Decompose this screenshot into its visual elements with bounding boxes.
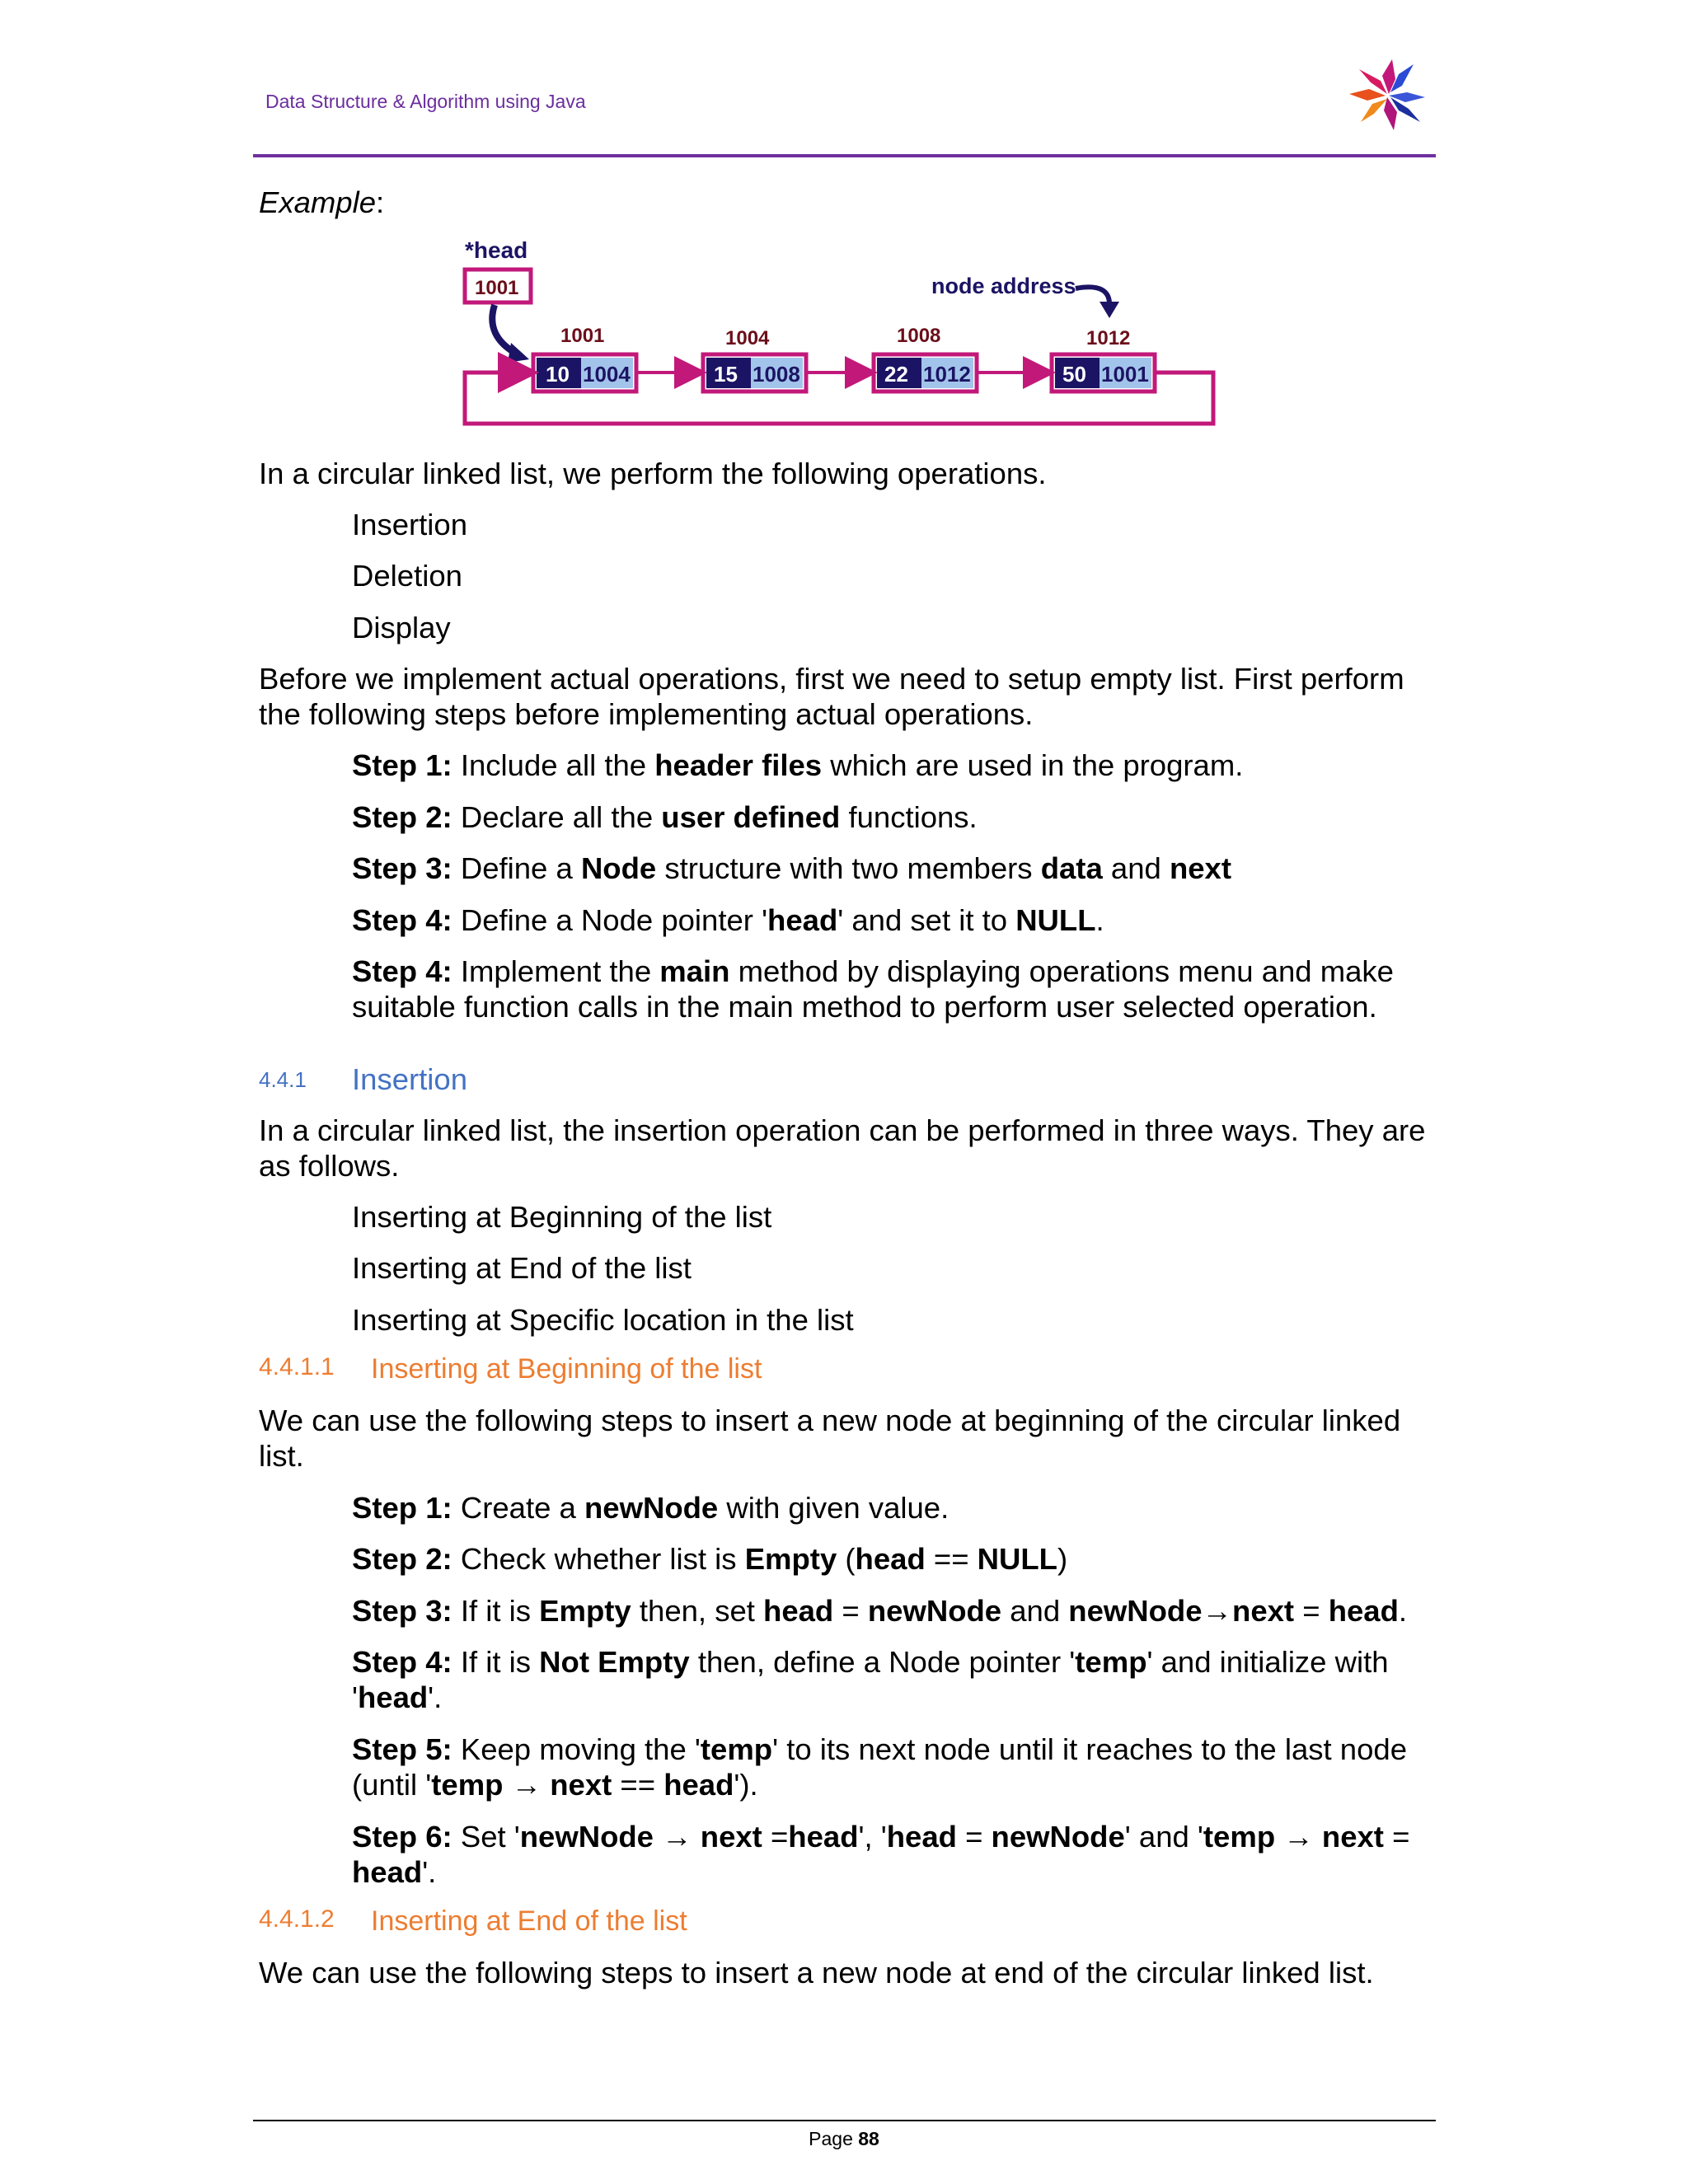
head-label: *head [465, 239, 528, 263]
insertion-way-item: Inserting at End of the list [352, 1251, 692, 1285]
section-heading-4-4-1-2 [259, 1905, 687, 1937]
insertion-way-item: Inserting at Beginning of the list [352, 1200, 772, 1234]
section-heading-4-4-1-1 [259, 1353, 762, 1385]
publisher-logo-icon [1339, 51, 1438, 137]
setup-step-4: Step 4: Define a Node pointer 'head' and set it to NULL. [352, 903, 1104, 937]
begin-insertion-text: We can use the following steps to insert a new node at beginning of the circular linked list. [259, 1404, 1401, 1473]
section-title: Inserting at End of the list [371, 1905, 687, 1937]
node-next: 1001 [1101, 362, 1149, 387]
head-value: 1001 [475, 277, 519, 299]
operation-item: Insertion [352, 508, 467, 541]
node-address: 1012 [1086, 327, 1131, 349]
footer-rule [253, 2120, 1436, 2121]
node-address-arrowhead [1100, 302, 1119, 318]
node-3 [874, 325, 977, 391]
begin-step-1: Step 1: Create a newNode with given value. [352, 1491, 950, 1525]
node-2 [703, 327, 806, 391]
node-next: 1004 [583, 362, 631, 387]
section-number: 4.4.1.2 [259, 1905, 335, 1933]
section-title: Inserting at Beginning of the list [371, 1353, 762, 1385]
intro-text: In a circular linked list, we perform the following operations. [259, 457, 1047, 490]
node-4 [1052, 327, 1155, 391]
node-data: 22 [884, 362, 908, 387]
section-number: 4.4.1 [259, 1067, 307, 1092]
begin-step-6: Step 6: Set 'newNode → next =head', 'head = newNode' and 'temp → next = head'. [352, 1820, 1410, 1889]
begin-step-2: Step 2: Check whether list is Empty (head == NULL) [352, 1542, 1068, 1576]
section-number: 4.4.1.1 [259, 1353, 335, 1380]
setup-step-3: Step 3: Define a Node structure with two members data and next [352, 851, 1232, 885]
circular-linked-list-diagram [462, 239, 1228, 437]
node-address: 1001 [560, 325, 605, 347]
node-data: 15 [714, 362, 738, 387]
operation-item: Deletion [352, 559, 462, 593]
node-next: 1008 [753, 362, 800, 387]
insertion-way-item: Inserting at Specific location in the list [352, 1303, 854, 1337]
node-address-label: node address [931, 274, 1076, 298]
node-address: 1004 [725, 327, 770, 349]
begin-step-4: Step 4: If it is Not Empty then, define a Node pointer 'temp' and initialize with 'head'. [352, 1645, 1389, 1714]
node-next: 1012 [923, 362, 971, 387]
node-data: 10 [546, 362, 570, 387]
node-address: 1008 [897, 325, 941, 347]
node-1 [533, 325, 636, 391]
setup-step-5: Step 4: Implement the main method by displaying operations menu and make suitable function calls in the main method to perform user selected operation. [352, 954, 1394, 1024]
page-number: Page 88 [809, 2128, 879, 2149]
section-heading-4-4-1 [259, 1062, 467, 1096]
header-rule [253, 154, 1436, 157]
node-data: 50 [1062, 362, 1086, 387]
begin-step-3: Step 3: If it is Empty then, set head = newNode and newNode→next = head. [352, 1594, 1408, 1628]
header-title: Data Structure & Algorithm using Java [265, 91, 586, 112]
head-pointer-arrowhead [508, 343, 529, 363]
begin-step-5: Step 5: Keep moving the 'temp' to its next node until it reaches to the last node (until 'temp → next == head'). [352, 1732, 1407, 1802]
end-insertion-text: We can use the following steps to insert a new node at end of the circular linked list. [259, 1956, 1374, 1990]
example-label: Example: [259, 185, 385, 219]
insertion-text: In a circular linked list, the insertion operation can be performed in three ways. They are as follows. [259, 1113, 1426, 1183]
section-title: Insertion [352, 1062, 467, 1096]
operation-item: Display [352, 611, 451, 644]
setup-text: Before we implement actual operations, first we need to setup empty list. First perform the following steps before implementing actual operations. [259, 662, 1404, 731]
setup-step-1: Step 1: Include all the header files which are used in the program. [352, 748, 1244, 782]
setup-step-2: Step 2: Declare all the user defined functions. [352, 800, 978, 834]
